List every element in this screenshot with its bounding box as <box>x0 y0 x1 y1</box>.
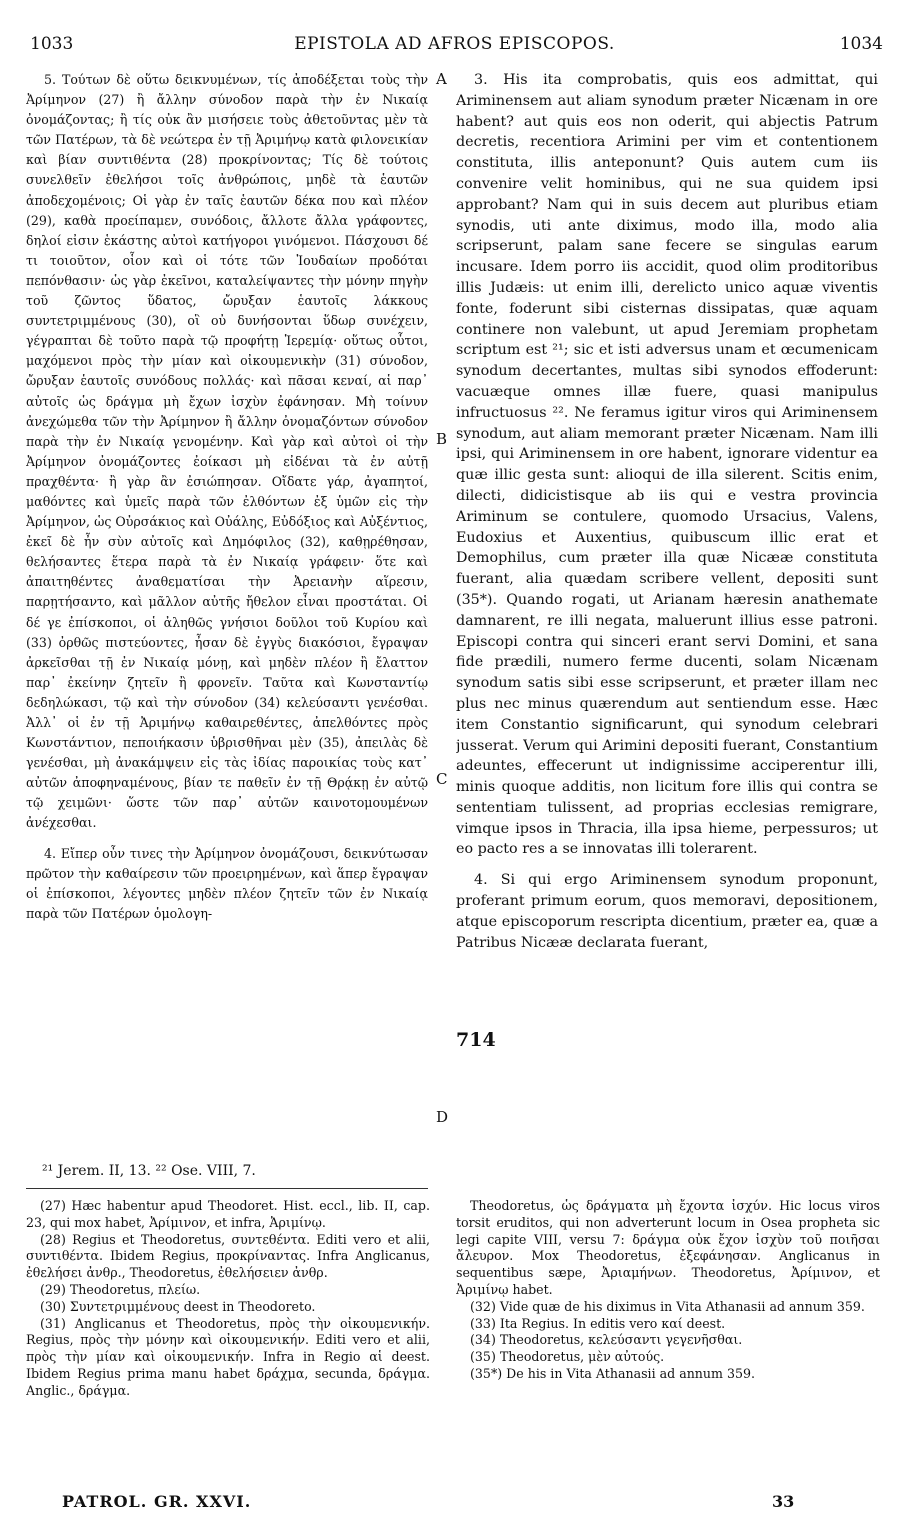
margin-letter-a: A <box>436 70 447 88</box>
latin-column <box>456 70 878 953</box>
footnote-rule <box>26 1188 428 1189</box>
footnote: (35) Theodoretus, μὲν αὐτούς. <box>470 1349 665 1365</box>
footnote: (32) Vide quæ de his diximus in Vita Athanasii ad annum 359. <box>470 1298 865 1314</box>
footnote: (35*) De his in Vita Athanasii ad annum 359. <box>470 1365 756 1381</box>
signature-mark: 33 <box>772 1492 795 1511</box>
margin-letter-b: B <box>436 430 448 448</box>
greek-column <box>26 70 428 924</box>
footnote: Theodoretus, ὡς δράγματα μὴ ἔχοντα ἰσχύν. Hic locus viros torsit eruditos, qui non adverterunt locum in Osea propheta sic legi capite VIII, versu 7: δράγμα οὐκ ἔχον ἰσχὺν τοῦ ποιῆσαι ἄλευρον. Mox Theodoretus, ἐξεφάνησαν. Anglicanus in sequentibus sæpe, Ἀριαμήνων. Theodoretus, Ἀρίμινον, et Ἀριμίνῳ habet. <box>456 1198 880 1297</box>
running-title: EPISTOLA AD AFROS EPISCOPOS. <box>294 34 615 54</box>
footnote: (27) Hæc habentur apud Theodoret. Hist. eccl., lib. II, cap. 23, qui mox habet, Ἀρίμινον, et infra, Ἀριμίνῳ. <box>26 1198 430 1230</box>
page-header <box>0 34 909 58</box>
latin-paragraph-3: 3. His ita comprobatis, quis eos admittat, qui Ariminensem aut aliam synodum præter Nicænam in ore habent? aut quis eos non oderit, qui abjectis Patrum decretis, recentiora Arimini per vim et contentionem constituta, illis anteponunt? Quis autem cum iis convenire velit hominibus, qui ne sua quidem ipsi approbant? Nam qui in suis decem aut pluribus etiam synodis, uti ante diximus, modo illa, modo alia scripserunt, palam sane fecere se singulas earum incusare. Idem porro iis accidit, quod olim proditoribus illis Judæis: ut enim illi, derelicto unico aquæ viventis fonte, foderunt sibi cisternas dissipatas, quæ aquam continere non valebunt, ut apud Jeremiam prophetam scriptum est ²¹; sic et isti adversus unam et œcumenicam synodum decertantes, multas sibi synodos effoderunt: vacuæque omnes illæ fuere, quasi manipulus infructuosus ²². Ne feramus igitur viros qui Ariminensem synodum, aut aliam memorant præter Nicænam. Nam illi ipsi, qui Ariminensem in ore habent, ignorare videntur ea quæ illic gesta sunt: alioqui de illa silerent. Scitis enim, dilecti, didicistisque ab iis qui e vestra provincia Ariminum se contulere, quomodo Ursacius, Valens, Eudoxius et Auxentius, quibuscum illic erat et Demophilus, cum præter illa quæ Nicææ constituta fuerant, alia quædam scribere vellent, depositi sunt (35*). Quando rogati, ut Arianam hæresin anathemate damnarent, re illi negata, maluerunt illius esse patroni. Episcopi contra qui sinceri erant servi Domini, et sana fide prædili, numero ferme ducenti, solam Nicænam synodum satis sibi esse scripserunt, et præter illam nec plus nec minus quærendum aut sentiendum esse. Hæc item Constantio significarunt, qui synodum celebrari jusserat. Verum qui Arimini depositi fuerant, Constantium adeuntes, effecerunt ut indignissime acciperentur illi, minis quoque additis, non licitum fore illis qui contra se sententiam tulissent, ad proprias ecclesias remigrare, vimque ipsos in Thracia, illa ipsa hieme, perpessuros; ut eo pacto res a se innovatas illi tolerarent. <box>456 72 878 858</box>
footnote: (31) Anglicanus et Theodoretus, πρὸς τὴν οἰκουμενικήν. Regius, πρὸς τὴν μόνην καὶ οἰκουμενικήν. Editi vero et alii, πρὸς τὴν μίαν καὶ οἰκουμενικήν. Infra in Regio αἱ deest. Ibidem Regius prima manu habet δράχμα, secunda, δράγμα. Anglic., δράγμα. <box>26 1315 430 1398</box>
footnote: (33) Ita Regius. In editis vero καί deest. <box>470 1315 726 1331</box>
page-number-right: 1034 <box>839 34 883 54</box>
latin-paragraph-4: 4. Si qui ergo Ariminensem synodum proponunt, proferant primum eorum, quos memoravi, depositionem, atque episcoporum rescripta dicentium, præter ea, quæ a Patribus Nicææ declarata fuerant, <box>456 872 878 951</box>
margin-letter-c: C <box>436 770 448 788</box>
footnote: (30) Συντετριμμένους deest in Theodoreto. <box>40 1298 316 1314</box>
footnotes-right <box>456 1198 880 1383</box>
greek-paragraph-4: 4. Εἴπερ οὖν τινες τὴν Ἀρίμηνον ὀνομάζουσι, δεικνύτωσαν πρῶτον τὴν καθαίρεσιν τῶν προειρημένων, καὶ ἅπερ ἔγραψαν οἱ ἐπίσκοποι, λέγοντες μηδὲν πλέον ζητεῖν τῶν ἐν Νικαίᾳ παρὰ τῶν Πατέρων ὁμολογη- <box>26 845 428 921</box>
column-number: 714 <box>456 1029 496 1051</box>
footnotes-left <box>26 1198 430 1400</box>
series-footer: PATROL. GR. XXVI. <box>62 1492 252 1511</box>
footnote: (29) Theodoretus, πλείω. <box>40 1281 201 1297</box>
page-number-left: 1033 <box>30 34 74 54</box>
scripture-references: ²¹ Jerem. II, 13. ²² Ose. VIII, 7. <box>42 1163 256 1179</box>
margin-letter-d: D <box>436 1108 449 1126</box>
greek-paragraph-5: 5. Τούτων δὲ οὕτω δεικνυμένων, τίς ἀποδέξεται τοὺς τὴν Ἀρίμηνον (27) ἢ ἄλλην σύνοδον παρὰ τὴν ἐν Νικαίᾳ ὀνομάζοντας; ἢ τίς οὐκ ἂν μισήσειε τοὺς ἀθετοῦντας μὲν τὰ τῶν Πατέρων, τὰ δὲ νεώτερα ἐν τῇ Ἀριμήνῳ κατὰ φιλονεικίαν καὶ βίαν συντιθέντα (28) προκρίνοντας; Τίς δὲ τούτοις συνελθεῖν ἐθελήσοι τοῖς ἀνθρώποις, μηδὲ τὰ ἑαυτῶν ἀποδεχομένοις; Οἱ γὰρ ἐν ταῖς ἑαυτῶν δέκα που καὶ πλέον (29), καθὰ προείπαμεν, συνόδοις, ἄλλοτε ἄλλα γράφοντες, δηλοί εἰσιν ἑκάστης αὐτοὶ κατήγοροι γινόμενοι. Πάσχουσι δέ τι τοιοῦτον, οἷον καὶ οἱ τότε τῶν Ἰουδαίων προδόται πεπόνθασιν· ὡς γὰρ ἐκεῖνοι, καταλείψαντες τὴν μόνην πηγὴν τοῦ ζῶντος ὕδατος, ὤρυξαν ἑαυτοῖς λάκκους συντετριμμένους (30), οἳ οὐ δυνήσονται ὕδωρ συνέχειν, γέγραπται δὲ τοῦτο παρὰ τῷ προφήτῃ Ἱερεμίᾳ· οὕτως οὗτοι, μαχόμενοι πρὸς τὴν μίαν καὶ οἰκουμενικὴν (31) σύνοδον, ὤρυξαν ἑαυτοῖς συνόδους πολλάς· καὶ πᾶσαι κεναί, αἱ παρ᾽ αὐτοῖς ὡς δράγμα μὴ ἔχων ἰσχὺν ἐφάνησαν. Μὴ τοίνυν ἀνεχώμεθα τῶν τὴν Ἀρίμηνον ἢ ἄλλην ὀνομαζόντων σύνοδον παρὰ τὴν ἐν Νικαίᾳ γενομένην. Καὶ γὰρ καὶ αὐτοὶ οἱ τὴν Ἀρίμηνον ὀνομάζοντες ἐοίκασι μὴ εἰδέναι τὰ ἐν αὐτῇ πραχθέντα· ἢ γὰρ ἂν ἐσιώπησαν. Οἴδατε γάρ, ἀγαπητοί, μαθόντες καὶ ὑμεῖς παρὰ τῶν ἐλθόντων ἐξ ὑμῶν εἰς τὴν Ἀρίμηνον, ὡς Οὐρσάκιος καὶ Οὐάλης, Εὐδόξιος καὶ Αὐξέντιος, ἐκεῖ δὲ ἦν σὺν αὐτοῖς καὶ Δημόφιλος (32), καθῃρέθησαν, θελήσαντες ἕτερα παρὰ τὰ ἐν Νικαίᾳ γράφειν· ὅτε καὶ ἀπαιτηθέντες ἀναθεματίσαι τὴν Ἀρειανὴν αἵρεσιν, παρῃτήσαντο, καὶ μᾶλλον αὐτῆς ἤθελον εἶναι προστάται. Οἱ δέ γε ἐπίσκοποι, οἱ ἀληθῶς γνήσιοι δοῦλοι τοῦ Κυρίου καὶ (33) ὀρθῶς πιστεύοντες, ἦσαν δὲ ἐγγὺς διακόσιοι, ἔγραψαν ἀρκεῖσθαι τῇ ἐν Νικαίᾳ μόνῃ, καὶ μηδὲν πλέον ἢ ἔλαττον παρ᾽ ἐκείνην ζητεῖν ἢ φρονεῖν. Ταῦτα καὶ Κωνσταντίῳ δεδηλώκασι, τῷ καὶ τὴν σύνοδον (34) κελεύσαντι γενέσθαι. Ἀλλ᾽ οἱ ἐν τῇ Ἀριμήνῳ καθαιρεθέντες, ἀπελθόντες πρὸς Κωνστάντιον, πεποιήκασιν ὑβρισθῆναι μὲν (35), ἀπειλὰς δὲ γενέσθαι, μὴ ἀνακάμψειν εἰς τὰς ἰδίας παροικίας τοὺς κατ᾽ αὐτῶν ἀποφηναμένους, βίαν τε παθεῖν ἐν τῇ Θρᾴκῃ ἐν αὐτῷ τῷ χειμῶνι· ὥστε τῶν παρ᾽ αὐτῶν καινοτομουμένων ἀνέχεσθαι. <box>26 72 428 831</box>
footnote: (28) Regius et Theodoretus, συντεθέντα. Editi vero et alii, συντιθέντα. Ibidem Regius, προκρίναντας. Infra Anglicanus, ἐθελήσει ἀνθρ., Theodoretus, ἐθελήσειεν ἀνθρ. <box>26 1231 430 1281</box>
footnote: (34) Theodoretus, κελεύσαντι γεγενῆσθαι. <box>470 1332 743 1348</box>
